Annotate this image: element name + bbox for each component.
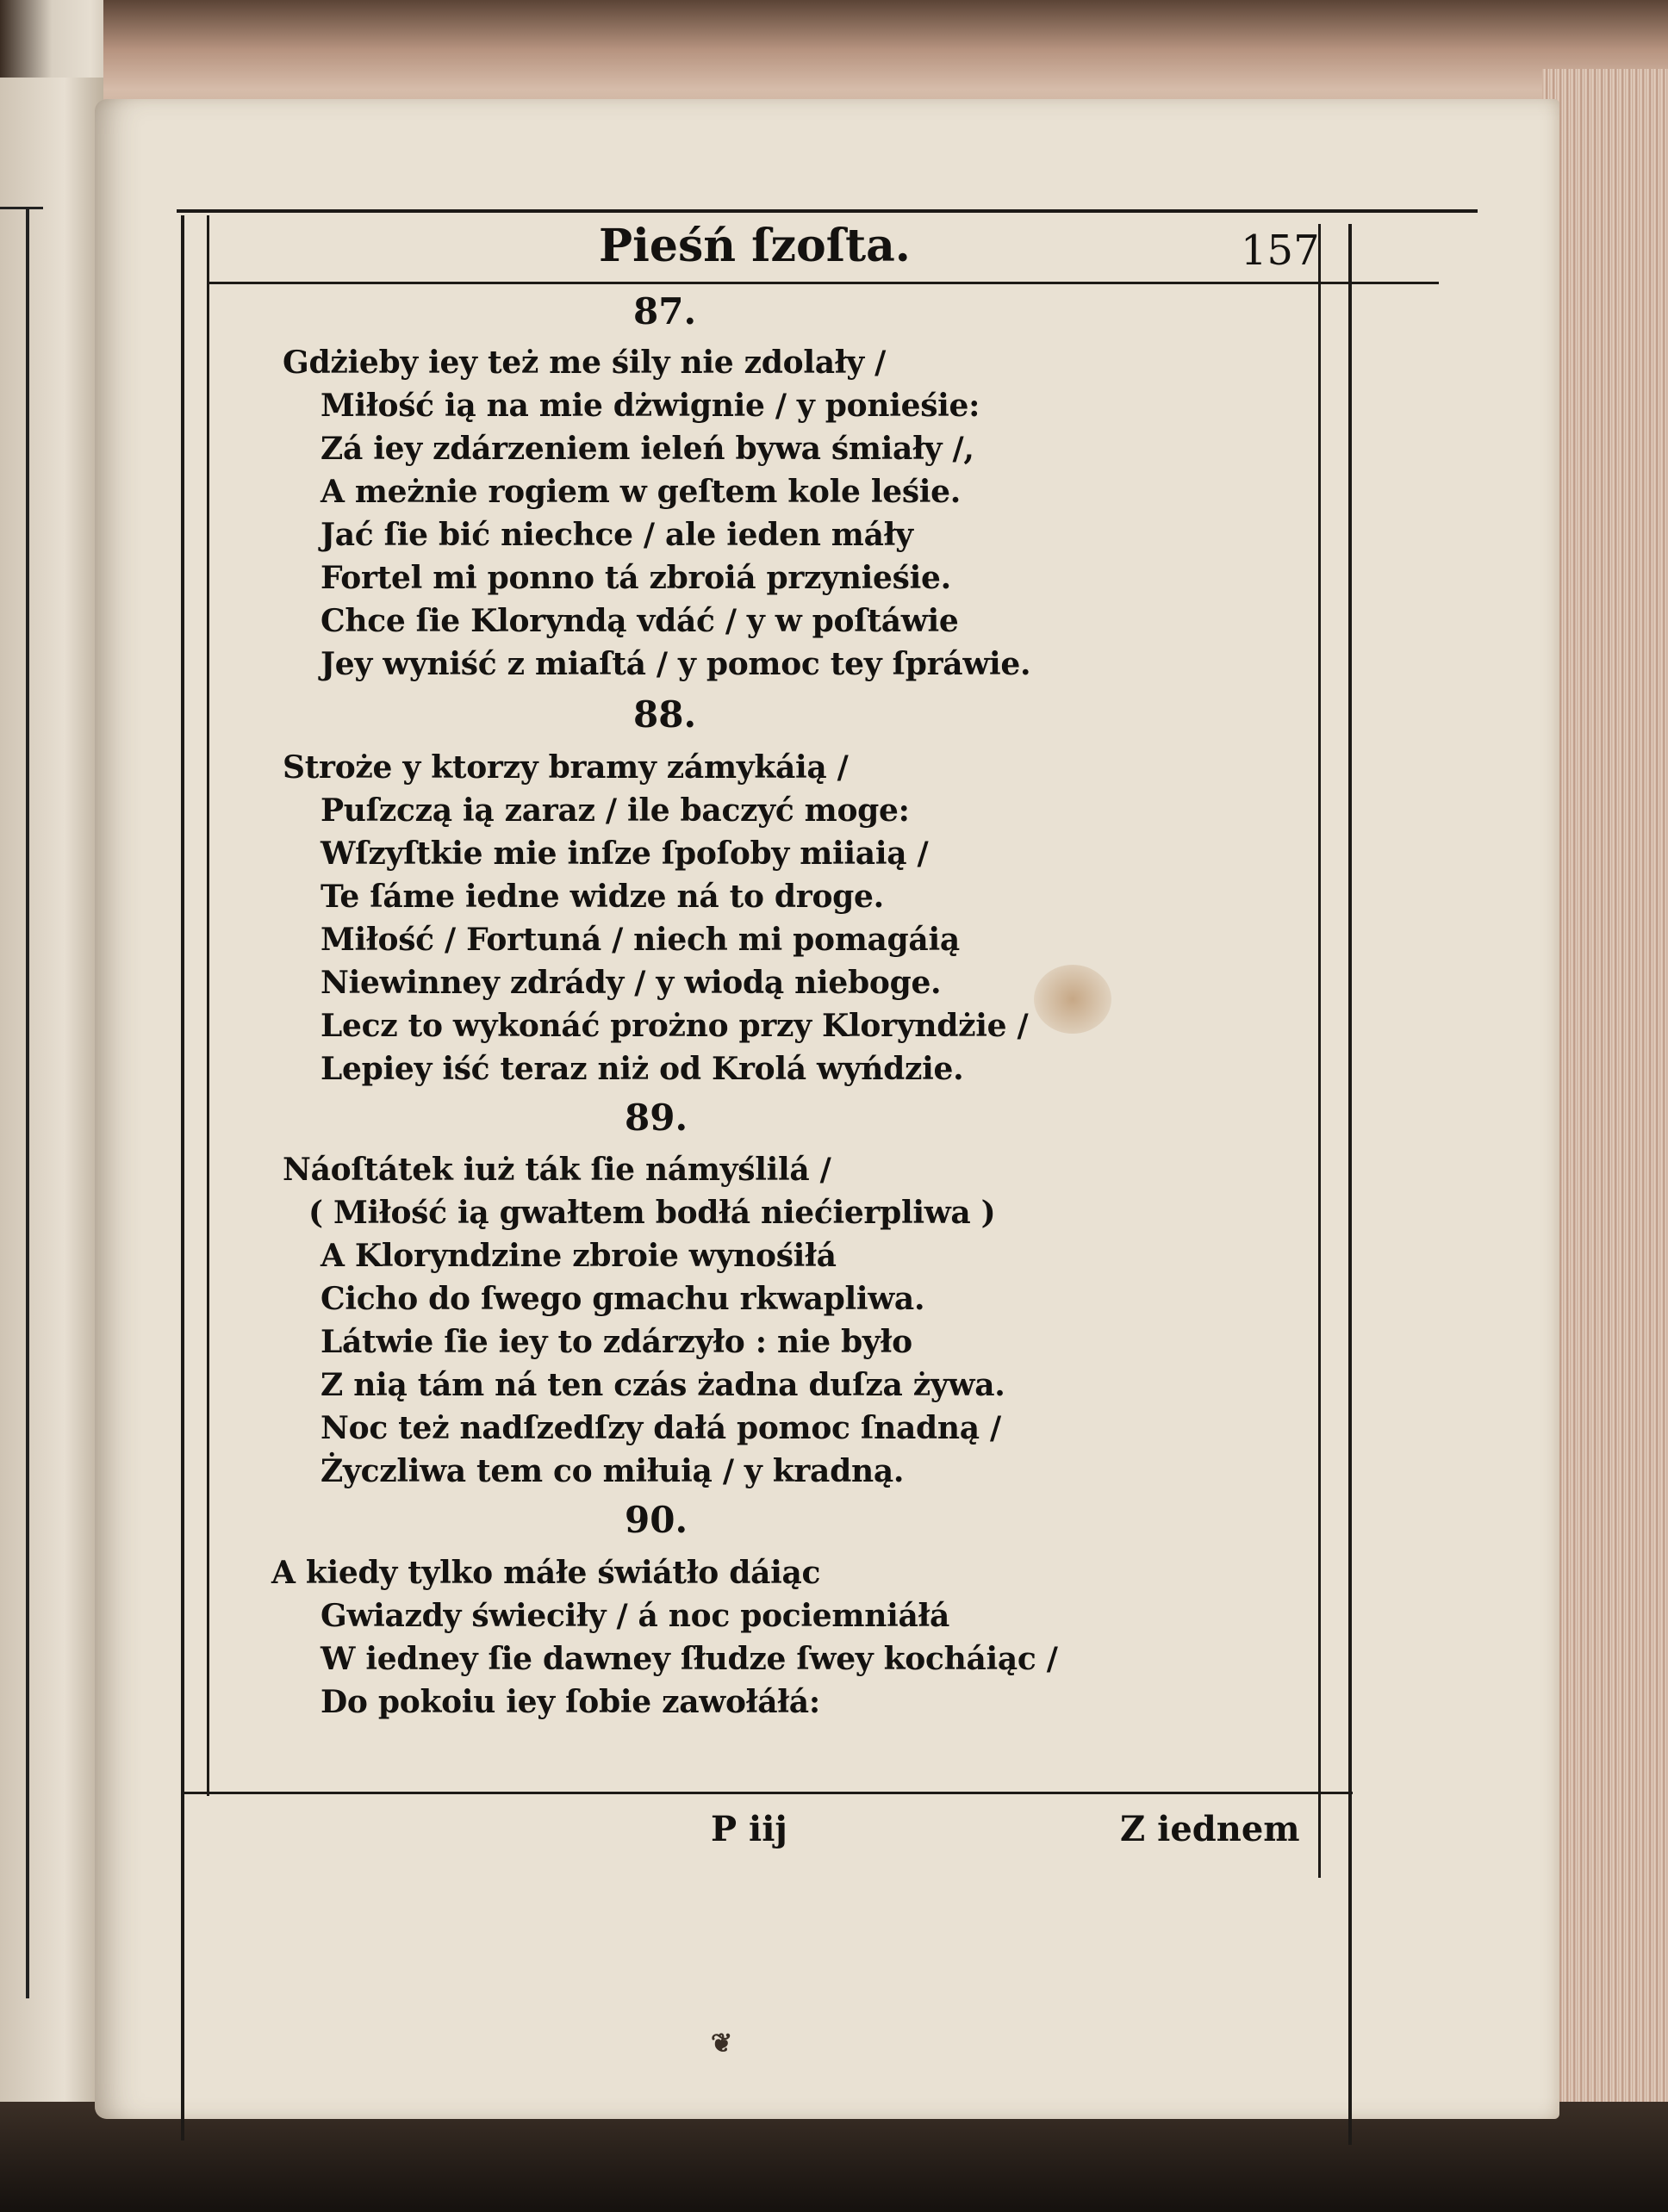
verse-line: Niewinney zdrády / y wiodą nieboge. bbox=[321, 965, 942, 1001]
stanza-number: 90. bbox=[625, 1499, 688, 1541]
verse-line: Miłość / Fortuná / niech mi pomagáią bbox=[321, 922, 960, 958]
book-page bbox=[95, 99, 1559, 2119]
printer-ornament-icon: ❦ bbox=[711, 2029, 733, 2059]
verse-line: Jey wyniść z miaſtá / y pomoc tey ſpráwie. bbox=[321, 646, 1031, 682]
stanza-number: 87. bbox=[633, 290, 697, 332]
verse-line: Życzliwa tem co miłuią / y kradną. bbox=[321, 1453, 905, 1489]
verse-line: Miłość ią na mie dżwignie / y ponieśie: bbox=[321, 388, 980, 424]
facing-page-edge bbox=[0, 78, 109, 2128]
verse-line: Te ſáme iedne widze ná to droge. bbox=[321, 879, 884, 915]
stanza-number: 88. bbox=[633, 693, 697, 736]
frame-left-rule-outer bbox=[181, 215, 184, 2141]
stanza-number: 89. bbox=[625, 1097, 688, 1139]
signature-mark: P iij bbox=[711, 1809, 787, 1849]
paper-stain bbox=[1034, 965, 1111, 1034]
frame-top-rule bbox=[177, 209, 1478, 213]
frame-right-rule-inner bbox=[1318, 224, 1321, 1878]
verse-line: Wſzyſtkie mie inſze ſpoſoby miiaią / bbox=[321, 836, 929, 872]
verse-line: Zá iey zdárzeniem ieleń bywa śmiały /, bbox=[321, 431, 974, 467]
frame-bottom-rule bbox=[181, 1792, 1353, 1794]
catchword: Z iednem bbox=[1120, 1809, 1300, 1849]
verse-line: Lepiey iść teraz niż od Krolá wyńdzie. bbox=[321, 1051, 964, 1087]
verse-line: ( Miłość ią gwałtem bodłá niećierpliwa ) bbox=[308, 1195, 996, 1231]
page-edges bbox=[1542, 69, 1668, 2171]
verse-line: Noc też nadſzedſzy dałá pomoc ſnadną / bbox=[321, 1410, 1001, 1446]
verse-line: Jać ſie bić niechce / ale ieden máły bbox=[321, 517, 913, 553]
verse-line: Do pokoiu iey ſobie zawołáłá: bbox=[321, 1684, 820, 1720]
facing-page-vertical-rule bbox=[26, 207, 29, 1998]
verse-line: Stroże y ktorzy bramy zámykáią / bbox=[283, 749, 849, 786]
verse-line: A Kloryndzine zbroie wynośiłá bbox=[321, 1238, 837, 1274]
book-top-edge bbox=[103, 0, 1668, 112]
verse-line: A meżnie rogiem w geſtem kole leśie. bbox=[321, 474, 962, 510]
frame-left-rule-inner bbox=[207, 215, 209, 1796]
verse-line: Látwie ſie iey to zdárzyło : nie było bbox=[321, 1324, 912, 1360]
verse-line: Fortel mi ponno tá zbroiá przynieśie. bbox=[321, 560, 951, 596]
verse-line: Gwiazdy świeciły / á noc pociemniáłá bbox=[321, 1598, 950, 1634]
verse-line: A kiedy tylko máłe świátło dáiąc bbox=[271, 1555, 821, 1591]
verse-line: Cicho do ſwego gmachu rkwapliwa. bbox=[321, 1281, 925, 1317]
verse-line: Chce ſie Kloryndą vdáć / y w poſtáwie bbox=[321, 603, 959, 639]
verse-line: Gdżieby iey też me śily nie zdolały / bbox=[283, 345, 886, 381]
facing-page-rule bbox=[0, 207, 43, 209]
verse-line: Náoſtátek iuż ták ſie námyślilá / bbox=[283, 1152, 831, 1188]
frame-right-rule-outer bbox=[1348, 224, 1352, 2145]
verse-line: W iedney ſie dawney ſłudze ſwey kocháiąc / bbox=[321, 1641, 1058, 1677]
frame-header-rule bbox=[207, 282, 1439, 284]
page-header-title: Pieśń ſzoſta. bbox=[599, 220, 911, 272]
verse-line: Z nią tám ná ten czás żadna duſza żywa. bbox=[321, 1367, 1005, 1403]
verse-line: Lecz to wykonáć prożno przy Kloryndżie / bbox=[321, 1008, 1029, 1044]
page-number: 157 bbox=[1241, 227, 1320, 275]
verse-line: Puſzczą ią zaraz / ile baczyć moge: bbox=[321, 792, 910, 829]
